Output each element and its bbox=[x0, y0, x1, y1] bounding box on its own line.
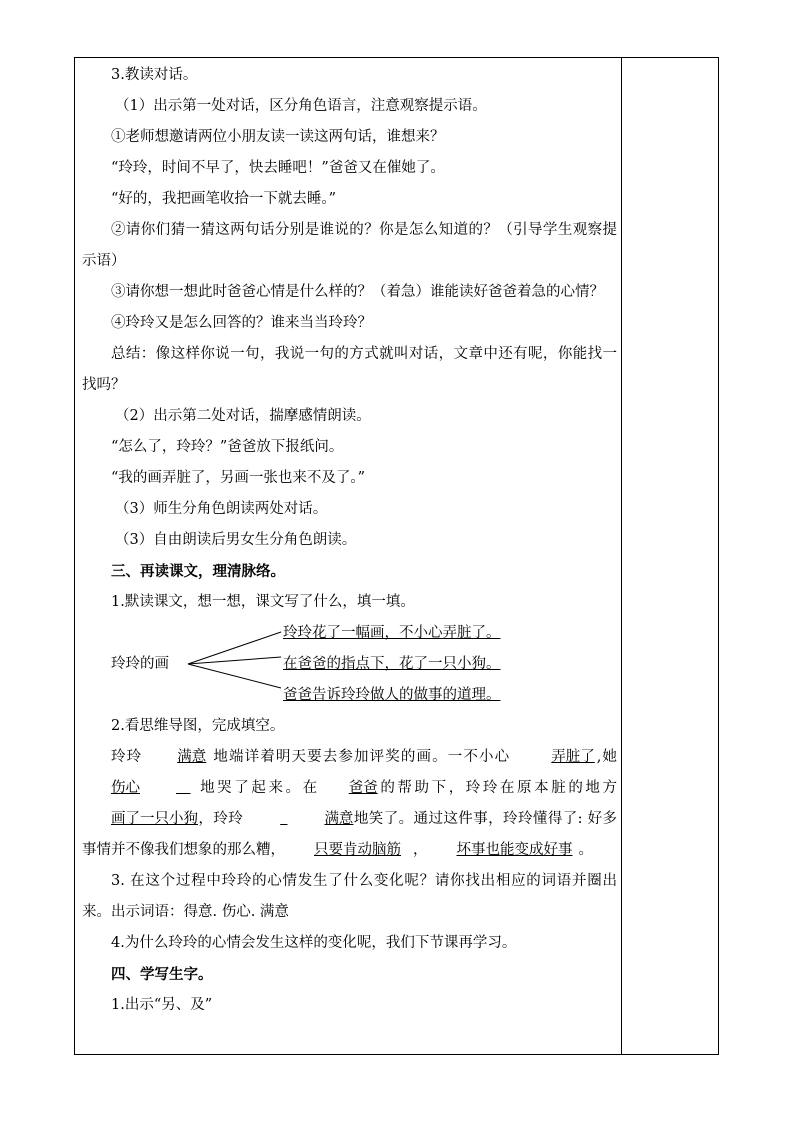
column-divider bbox=[621, 57, 622, 1055]
step-heading: 3.教读对话。 bbox=[111, 67, 198, 83]
question: ②请你们猜一猜这两句话分别是谁说的？你是怎么知道的？（引导学生观察提示语） bbox=[82, 222, 617, 269]
dialogue-line: “好的，我把画笔收拾一下就去睡。” bbox=[111, 191, 337, 207]
mind-map bbox=[82, 618, 617, 711]
dialogue-line: “怎么了，玲玲？”爸爸放下报纸问。 bbox=[111, 439, 344, 455]
mind-map-branch: 玲玲花了一幅画，不小心弄脏了。 bbox=[283, 625, 501, 641]
task: 4.为什么玲玲的心情会发生这样的变化呢，我们下节课再学习。 bbox=[111, 935, 517, 951]
fill-text: 地笑了。通过这件事，玲玲懂得了: 好多事情并不像我们想象的那么糟， bbox=[82, 811, 617, 858]
fill-text: ,她 bbox=[596, 749, 618, 765]
fill-answer: 弄脏了 bbox=[551, 749, 595, 765]
fill-text: 。 bbox=[578, 842, 593, 858]
dialogue-line: “玲玲，时间不早了，快去睡吧！”爸爸又在催她了。 bbox=[111, 160, 445, 176]
question: ①老师想邀请两位小朋友读一读这两句话，谁想来？ bbox=[111, 129, 445, 145]
fill-text: 地端详着明天要去参加评奖的画。一不小心 bbox=[212, 749, 511, 765]
sub-step: （3）师生分角色朗读两处对话。 bbox=[115, 501, 328, 517]
section-heading: 三、再读课文，理清脉络。 bbox=[111, 563, 285, 580]
fill-text: 地哭了起来。在 bbox=[197, 780, 320, 796]
sub-step: （3）自由朗读后男女生分角色朗读。 bbox=[115, 532, 357, 548]
dialogue-line: “我的画弄脏了，另画一张也来不及了。” bbox=[111, 470, 366, 486]
fill-text: ， bbox=[413, 842, 428, 858]
fill-blank bbox=[243, 804, 295, 835]
mind-map-branch: 在爸爸的指点下，花了一只小狗。 bbox=[283, 656, 501, 672]
fill-text: 玲玲 bbox=[111, 749, 143, 765]
fill-text: 的帮助下，玲玲在原本脏的地方 bbox=[377, 780, 618, 796]
task: 1.出示“另、及” bbox=[111, 997, 213, 1013]
fill-answer: 满意 bbox=[324, 811, 354, 827]
fill-answer: 满意 bbox=[177, 749, 207, 765]
mind-map-branch: 爸爸告诉玲玲做人的做事的道理。 bbox=[283, 687, 501, 703]
question: ③请你想一想此时爸爸心情是什么样的？（着急）谁能读好爸爸着急的心情？ bbox=[111, 284, 604, 300]
fill-blank bbox=[140, 773, 198, 804]
mind-map-root: 玲玲的画 bbox=[111, 656, 169, 672]
sub-step: （1）出示第一处对话，区分角色语言，注意观察提示语。 bbox=[115, 98, 487, 114]
fill-text: ，玲玲 bbox=[198, 811, 244, 827]
fill-answer: 伤心 bbox=[111, 780, 140, 796]
task: 3. 在这个过程中玲玲的心情发生了什么变化呢？请你找出相应的词语并圈出来。出示词语：得意. 伤心. 满意 bbox=[82, 873, 617, 920]
question: ④玲玲又是怎么回答的？谁来当当玲玲？ bbox=[111, 315, 372, 331]
lesson-content bbox=[82, 60, 617, 1021]
summary: 总结：像这样你说一句，我说一句的方式就叫对话，文章中还有呢，你能找一找吗？ bbox=[82, 346, 617, 393]
fill-answer: 爸爸 bbox=[348, 780, 378, 796]
task: 2.看思维导图，完成填空。 bbox=[111, 718, 285, 734]
task: 1.默读课文，想一想，课文写了什么，填一填。 bbox=[111, 594, 415, 610]
fill-answer: 坏事也能变成好事 bbox=[456, 842, 573, 858]
fill-answer: 只要肯动脑筋 bbox=[314, 842, 401, 858]
sub-step: （2）出示第二处对话，揣摩感情朗读。 bbox=[115, 408, 371, 424]
fill-answer: 画了一只小狗 bbox=[111, 811, 198, 827]
section-heading: 四、学写生字。 bbox=[111, 966, 213, 983]
fill-in-paragraph bbox=[82, 742, 617, 866]
